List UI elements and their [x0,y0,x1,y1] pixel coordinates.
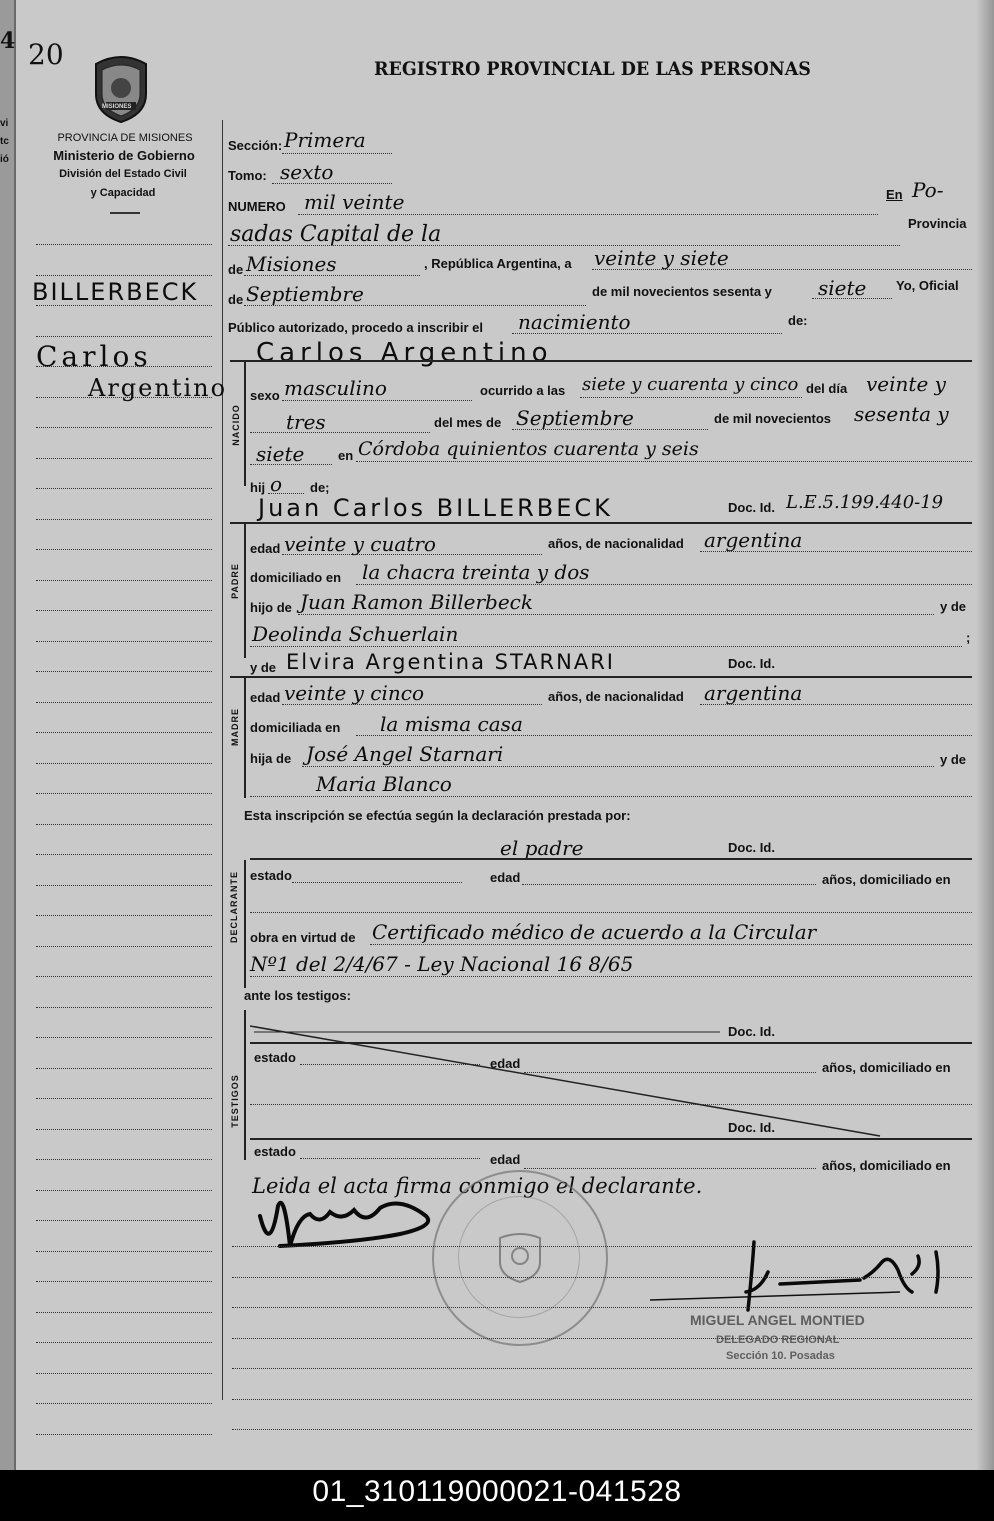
seccion-value: Primera [284,128,366,152]
mother-y-de2-label: y de [940,752,967,767]
maternal-grandmother-line [250,796,972,797]
declarant-address-line [250,912,972,913]
witness1-doc-label: Doc. Id. [728,1024,775,1039]
date-month-line [244,305,586,306]
anio-label: de mil novecientos [714,411,832,426]
witness2-doc-label: Doc. Id. [728,1120,775,1135]
margin-ruled-line [36,763,212,764]
witness1-anos-label: años, domiciliado en [822,1060,951,1075]
witness2-estado-label: estado [254,1144,296,1159]
margin-ruled-line [36,915,212,916]
margin-ruled-line [36,1037,212,1038]
bottom-ruled-line [232,1368,972,1369]
hijo-value: o [270,472,283,496]
margin-ruled-line [36,641,212,642]
margin-ruled-line [36,885,212,886]
margin-ruled-line [36,519,212,520]
father-age-line [282,554,542,555]
birth-month-value: Septiembre [516,406,634,430]
agency-line-4: y Capacidad [90,187,156,199]
obra-cont-line [250,976,972,977]
margin-ruled-line [36,580,212,581]
maternal-grandfather-line [302,766,934,767]
margin-ruled-line [36,1434,212,1435]
paternal-grandmother-value: Deolinda Schuerlain [252,622,459,646]
date-day-line [592,269,972,270]
margin-ruled-line [36,671,212,672]
margin-ruled-line [36,427,212,428]
tomo-value: sexto [280,160,334,184]
margin-fragment: vi [0,118,9,129]
margin-ruled-line [36,1251,212,1252]
witness2-estado-line [300,1158,480,1159]
maternal-grandfather-value: José Angel Starnari [306,742,504,766]
year-value: siete [818,276,867,300]
seccion-line [282,153,392,154]
closing-statement: Leida el acta firma conmigo el declarante. [252,1174,703,1198]
page-binding-edge [0,0,16,1470]
de-label-2: de [228,292,244,307]
margin-ruled-line [36,1403,212,1404]
mes-label: del mes de [434,415,502,430]
agency-line-1: PROVINCIA DE MISIONES [57,132,193,144]
mother-underline [230,676,972,678]
date-day-value: veinte y siete [594,246,729,270]
madre-bracket [244,678,246,798]
bottom-ruled-line [232,1246,972,1247]
obra-line [370,944,972,945]
declarant-edad-label: edad [490,870,521,885]
margin-ruled-line [36,1068,212,1069]
mother-doc-label: Doc. Id. [728,656,775,671]
paternal-grandmother-line [250,646,962,647]
declarante-bracket [244,860,246,988]
declarant-estado-label: estado [250,868,292,883]
official-stamp-section: Sección 10. Posadas [726,1350,835,1362]
margin-ruled-line [36,1098,212,1099]
en-label: En [886,187,903,202]
witness2-edad-line [524,1168,816,1169]
crest-label: MISIONES [102,104,132,110]
obra-value: Certificado médico de acuerdo a la Circular [372,920,817,944]
mother-hija-de-label: hija de [250,751,292,766]
year-line [812,298,892,299]
obra-label: obra en virtud de [250,930,356,945]
coat-of-arms-icon [88,54,154,124]
margin-ruled-line [36,854,212,855]
madre-label: MADRE [230,708,240,746]
padre-label: PADRE [230,563,240,599]
numero-line [298,214,878,215]
margin-ruled-line [36,336,212,337]
bottom-ruled-line [232,1338,972,1339]
mother-dom-label: domiciliada en [250,720,341,735]
margin-ruled-line [36,1373,212,1374]
witness1-estado-label: estado [254,1050,296,1065]
declarant-doc-label: Doc. Id. [728,840,775,855]
declarante-label: DECLARANTE [229,871,239,943]
witness1-edad-label: edad [490,1056,521,1071]
father-doc-value: L.E.5.199.440-19 [786,492,944,513]
father-nationality-value: argentina [704,528,803,552]
margin-ruled-line [36,1129,212,1130]
birth-day-value: veinte y [866,372,946,396]
father-name-value: Juan Carlos BILLERBECK [258,494,613,522]
declarant-underline [250,858,972,860]
semicolon: ; [966,630,971,645]
date-month-value: Septiembre [246,282,364,306]
margin-ruled-line [36,1281,212,1282]
numero-label: NUMERO [228,199,286,214]
provincia-label: Provincia [908,216,967,231]
time-value: siete y cuarenta y cinco [582,374,799,395]
tomo-line [272,183,392,184]
padre-bracket [244,524,246,658]
act-type-value: nacimiento [518,310,631,334]
mother-address-line [356,735,972,736]
mother-nationality-value: argentina [704,681,803,705]
mother-age-value: veinte y cinco [284,681,425,705]
publico-label: Público autorizado, procedo a inscribir el [228,320,483,335]
margin-ruled-line [36,946,212,947]
testigos-label: TESTIGOS [230,1074,240,1128]
witness2-anos-label: años, domiciliado en [822,1158,951,1173]
mother-nac-label: años, de nacionalidad [548,689,684,704]
bottom-ruled-line [232,1429,972,1430]
margin-ruled-line [36,976,212,977]
father-age-value: veinte y cuatro [284,532,436,556]
margin-ruled-line [36,824,212,825]
en-value: Po- [912,178,944,202]
margin-given-name-2: Argentino [88,374,228,402]
de-label: de [228,262,244,277]
margin-ruled-line [36,732,212,733]
birth-year-cont-line [250,464,332,465]
bottom-ruled-line [232,1277,972,1278]
child-name-value: Carlos Argentino [256,338,553,368]
name-underline [230,360,972,362]
declarant-estado-line [292,882,462,883]
mother-edad-label: edad [250,690,281,705]
tomo-label: Tomo: [228,168,267,183]
bottom-ruled-line [232,1307,972,1308]
declarante-intro: Esta inscripción se efectúa según la declaración prestada por: [244,808,631,823]
margin-ruled-line [36,244,212,245]
margin-ruled-line [36,610,212,611]
agency-line-3: División del Estado Civil [59,168,187,180]
margin-ruled-line [36,1007,212,1008]
numero-value: mil veinte [304,190,405,214]
witness-strike-line [250,1020,890,1140]
birth-month-line [512,429,708,430]
father-hijo-de-label: hijo de [250,600,292,615]
official-stamp-name: MIGUEL ANGEL MONTIED [690,1312,865,1328]
witness2-edad-label: edad [490,1152,521,1167]
margin-ruled-line [36,488,212,489]
year-label: de mil novecientos sesenta y [592,284,772,299]
birth-place-value: Córdoba quinientos cuarenta y seis [358,438,699,460]
birth-place-line [356,461,972,462]
hijo-de-label: de; [310,480,330,495]
agency-divider [110,212,140,214]
margin-ruled-line [36,549,212,550]
province-line [244,275,420,276]
margin-ruled-line [36,702,212,703]
margin-ruled-line [36,1342,212,1343]
nacido-label: NACIDO [231,404,241,446]
margin-fragment: 4 [0,28,16,54]
mother-y-de-label: y de [250,660,277,675]
father-nationality-line [700,551,972,552]
mother-address-value: la misma casa [380,712,523,736]
margin-ruled-line [36,793,212,794]
mother-name-value: Elvira Argentina STARNARI [286,650,615,674]
obra-cont-value: Nº1 del 2/4/67 - Ley Nacional 16 8/65 [250,952,634,976]
sexo-label: sexo [250,388,280,403]
father-edad-label: edad [250,541,281,556]
father-dom-label: domiciliado en [250,570,342,585]
page-shadow [976,0,994,1470]
page-number: 20 [28,38,64,71]
agency-line-2: Ministerio de Gobierno [53,148,195,163]
birth-day-cont-line [250,432,430,433]
father-address-value: la chacra treinta y dos [362,560,590,584]
page-title: REGISTRO PROVINCIAL DE LAS PERSONAS [374,58,811,80]
birth-year-cont-value: siete [256,442,305,466]
margin-ruled-line [36,275,212,276]
margin-ruled-line [36,1190,212,1191]
mother-age-line [282,704,542,705]
margin-surname: BILLERBECK [32,278,199,306]
ante-label: ante los testigos: [244,988,351,1003]
paternal-grandfather-value: Juan Ramon Billerbeck [300,590,533,614]
maternal-grandmother-value: Maria Blanco [316,772,452,796]
en-label-2: en [338,448,354,463]
father-nac-label: años, de nacionalidad [548,536,684,551]
declarant-edad-line [522,884,816,885]
bottom-ruled-line [232,1399,972,1400]
official-stamp-title: DELEGADO REGIONAL [716,1334,840,1346]
seccion-label: Sección: [228,138,283,153]
city-line [228,245,900,246]
father-y-de-label: y de [940,599,967,614]
margin-fragment: ió [0,154,9,165]
father-address-line [356,584,972,585]
margin-ruled-line [36,458,212,459]
yo-oficial-label: Yo, Oficial [896,278,959,293]
mother-nationality-line [700,704,972,705]
margin-divider [222,120,223,1400]
declarant-value: el padre [500,836,584,860]
margin-ruled-line [36,1159,212,1160]
declarant-signature [250,1186,450,1271]
margin-fragment: tc [0,136,9,147]
sexo-value: masculino [284,376,387,400]
city-value: sadas Capital de la [230,222,442,247]
official-seal-icon [432,1170,608,1346]
margin-ruled-line [36,1312,212,1313]
de-colon-label: de: [788,313,808,328]
act-type-line [512,333,782,334]
del-dia-label: del día [806,381,848,396]
province-value: Misiones [246,252,337,276]
declarant-anos-label: años, domiciliado en [822,872,951,887]
birth-day-cont-value: tres [286,410,326,434]
hijo-label: hij [250,480,266,495]
margin-given-name-1: Carlos [36,340,152,373]
time-line [580,397,802,398]
father-doc-label: Doc. Id. [728,500,775,515]
nacido-bracket [244,362,246,486]
testigos-bracket [244,1010,246,1160]
father-underline [230,522,972,524]
birth-year-value: sesenta y [854,402,949,426]
document-id-footer: 01_310119000021-041528 [0,1470,994,1521]
paternal-grandfather-line [298,614,934,615]
republica-label: , República Argentina, a [424,256,572,271]
margin-ruled-line [36,1220,212,1221]
sexo-line [282,400,472,401]
ocurrido-label: ocurrido a las [480,383,566,398]
